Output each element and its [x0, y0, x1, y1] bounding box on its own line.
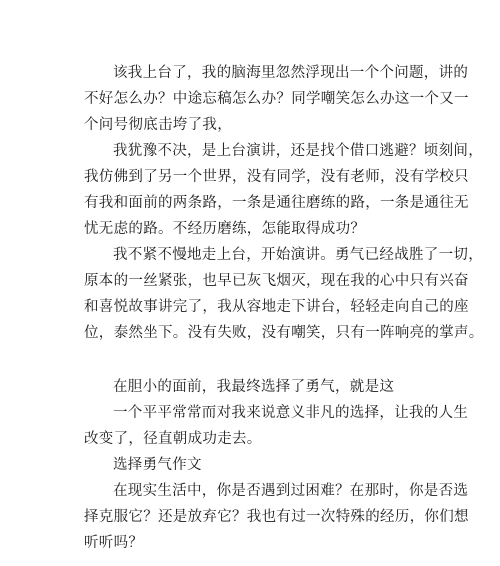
text-line: 在现实生活中，你是否遇到过困难？在那时，你是否选 — [113, 483, 469, 499]
text-line: 不好怎么办？中途忘稿怎么办？同学嘲笑怎么办这一个又一 — [84, 91, 469, 107]
essay-title — [84, 452, 424, 478]
text-line: 改变了，径直朝成功走去。 — [84, 431, 262, 447]
paragraph-3 — [84, 242, 484, 346]
text-line: 有我和面前的两条路，一条是通往磨练的路，一条是通往无 — [84, 195, 469, 211]
paragraph-2 — [84, 138, 483, 242]
text-line: 在胆小的面前，我最终选择了勇气，就是这 — [113, 379, 395, 395]
text-line: 选择勇气作文 — [113, 457, 202, 473]
paragraph-4 — [84, 374, 424, 400]
text-line: 和喜悦故事讲完了，我从容地走下讲台，轻轻走向自己的座 — [84, 299, 469, 315]
paragraph-1 — [84, 60, 469, 138]
text-line: 我不紧不慢地走上台，开始演讲。勇气已经战胜了一切， — [113, 247, 483, 263]
text-line: 原本的一丝紧张，也早已灰飞烟灭，现在我的心中只有兴奋 — [84, 273, 469, 289]
essay-body-continued — [84, 374, 469, 556]
text-line: 该我上台了，我的脑海里忽然浮现出一个个问题，讲的 — [113, 65, 469, 81]
essay-body — [84, 60, 484, 346]
text-line: 听听吗？ — [84, 535, 144, 551]
text-line: 个问号彻底击垮了我， — [84, 117, 232, 133]
text-line: 我犹豫不决，是上台演讲，还是找个借口逃避？顷刻间， — [113, 143, 483, 159]
paragraph-6 — [84, 478, 469, 556]
paragraph-5 — [84, 400, 469, 452]
text-line: 位，泰然坐下。没有失败，没有嘲笑，只有一阵响亮的掌声。 — [84, 325, 484, 341]
text-line: 我仿佛到了另一个世界，没有同学，没有老师，没有学校只 — [84, 169, 469, 185]
text-line: 一个平平常常而对我来说意义非凡的选择，让我的人生 — [113, 405, 469, 421]
text-line: 择克服它？还是放弃它？我也有过一次特殊的经历，你们想 — [84, 509, 469, 525]
text-line: 忧无虑的路。不经历磨练，怎能取得成功？ — [84, 221, 366, 237]
